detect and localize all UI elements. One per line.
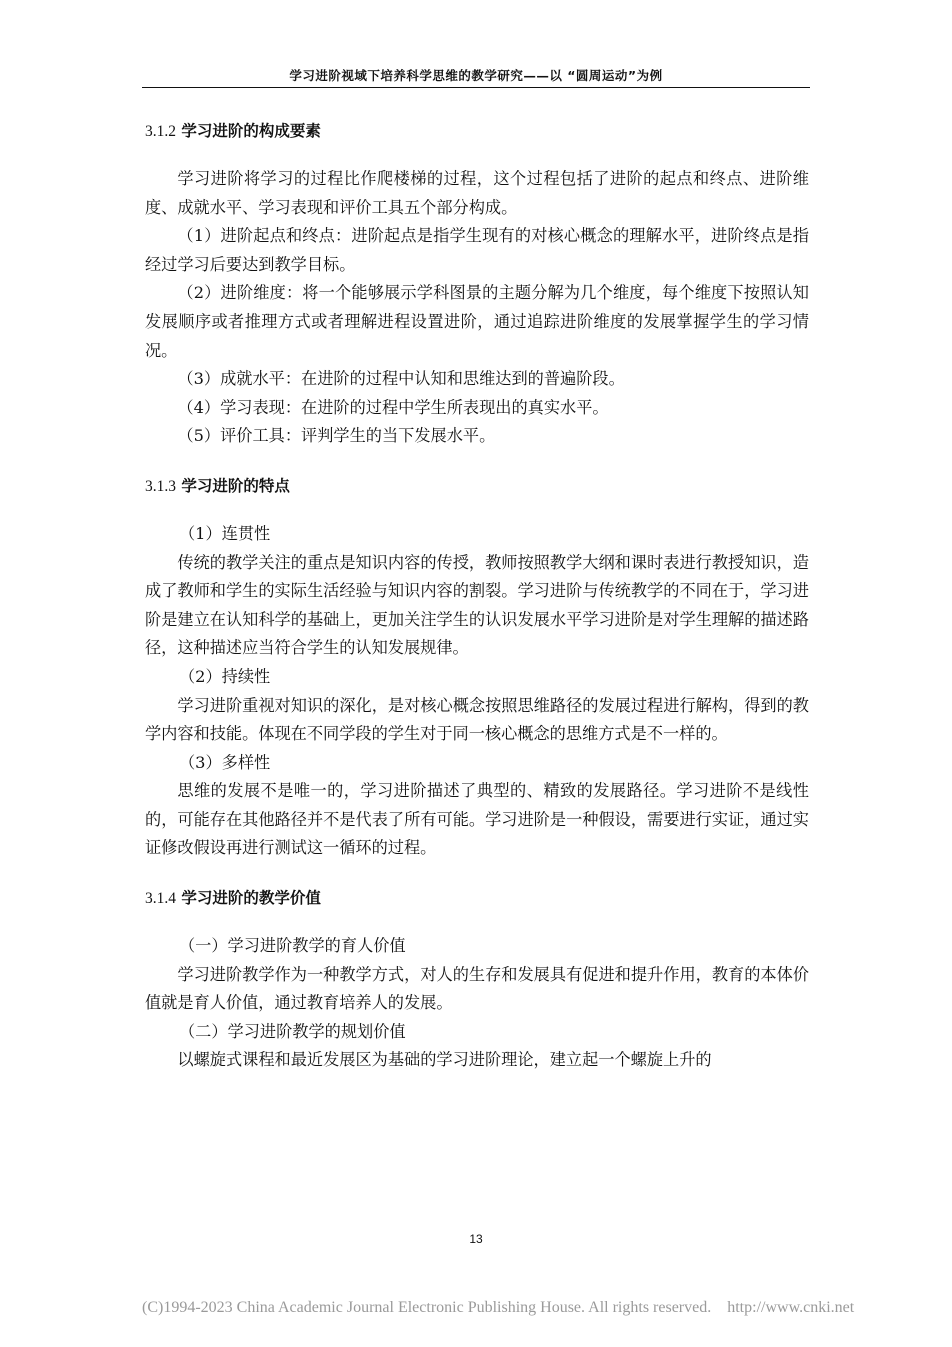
list-subheading: （1）连贯性 — [179, 523, 271, 543]
paragraph: （2）进阶维度：将一个能够展示学科图景的主题分解为几个维度，每个维度下按照认知发展顺序或者推理方式或者理解进程设置进阶，通过追踪进阶维度的发展掌握学生的学习情况。 — [145, 283, 809, 360]
section-heading — [145, 473, 809, 500]
list-subheading: （2）持续性 — [179, 666, 271, 686]
list-subheading: （二）学习进阶教学的规划价值 — [179, 1021, 406, 1041]
paragraph: （1）进阶起点和终点：进阶起点是指学生现有的对核心概念的理解水平，进阶终点是指经过学习后要达到教学目标。 — [145, 226, 809, 274]
page-number: 13 — [469, 1232, 483, 1246]
section-number: 3.1.3 — [145, 477, 176, 495]
section-heading — [145, 118, 809, 145]
paragraph: 学习进阶重视对知识的深化，是对核心概念按照思维路径的发展过程进行解构，得到的教学内容和技能。体现在不同学段的学生对于同一核心概念的思维方式是不一样的。 — [145, 695, 809, 744]
section-title: 学习进阶的特点 — [181, 476, 290, 495]
paragraph: （3）成就水平：在进阶的过程中认知和思维达到的普遍阶段。 — [177, 369, 625, 389]
section-title: 学习进阶的构成要素 — [181, 122, 321, 140]
list-subheading: （一）学习进阶教学的育人价值 — [179, 936, 406, 956]
section-heading — [145, 885, 809, 912]
copyright-notice — [142, 1299, 854, 1317]
paragraph: 思维的发展不是唯一的，学习进阶描述了典型的、精致的发展路径。学习进阶不是线性的，可能存在其他路径并不是代表了所有可能。学习进阶是一种假设，需要进行实证，通过实证修改假设再进行测试这一循环的过程。 — [145, 781, 809, 858]
paragraph: （4）学习表现：在进阶的过程中学生所表现出的真实水平。 — [177, 397, 609, 417]
publisher-url[interactable]: http://www.cnki.net — [727, 1299, 855, 1316]
paragraph: 学习进阶教学作为一种教学方式，对人的生存和发展具有促进和提升作用，教育的本体价值就是育人价值，通过教育培养人的发展。 — [145, 964, 809, 1013]
section-number: 3.1.4 — [145, 890, 176, 908]
section-number: 3.1.2 — [145, 123, 176, 140]
paragraph: 传统的教学关注的重点是知识内容的传授，教师按照教学大纲和课时表进行教授知识，造成了教师和学生的实际生活经验与知识内容的割裂。学习进阶与传统教学的不同在于，学习进阶是建立在认知科学的基础上，更加关注学生的认识发展水平学习进阶是对学生理解的描述路径，这种描述应当符合学生的认知发展规律。 — [145, 552, 809, 658]
copyright-text: (C)1994-2023 China Academic Journal Electronic Publishing House. All rights reserved. — [142, 1299, 712, 1316]
paragraph: 以螺旋式课程和最近发展区为基础的学习进阶理论，建立起一个螺旋上升的 — [177, 1050, 712, 1070]
running-header: 学习进阶视域下培养科学思维的教学研究——以 “圆周运动”为例 — [289, 68, 663, 83]
list-subheading: （3）多样性 — [179, 752, 271, 772]
paragraph: （5）评价工具：评判学生的当下发展水平。 — [177, 426, 496, 446]
section-title: 学习进阶的教学价值 — [181, 889, 321, 908]
header-rule — [142, 87, 810, 88]
paragraph: 学习进阶将学习的过程比作爬楼梯的过程，这个过程包括了进阶的起点和终点、进阶维度、成就水平、学习表现和评价工具五个部分构成。 — [145, 169, 809, 217]
body-content — [145, 118, 809, 1075]
